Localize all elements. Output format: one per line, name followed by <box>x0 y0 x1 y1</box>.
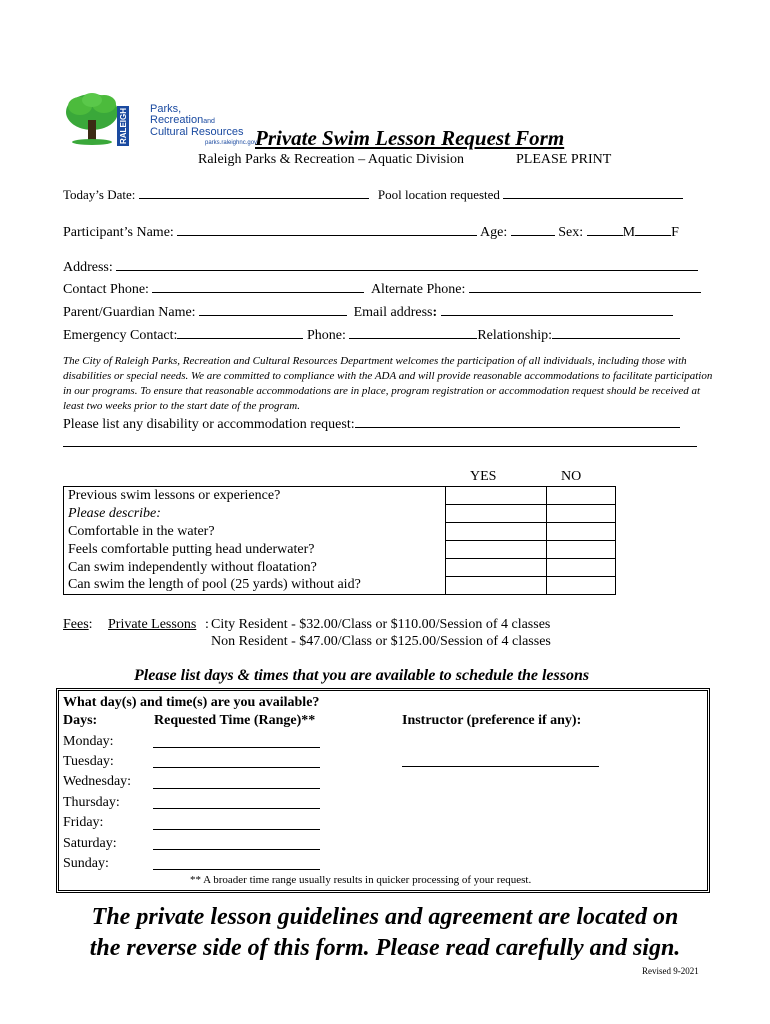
accommodation-field[interactable] <box>355 415 680 428</box>
day-label-sunday: Sunday: <box>63 856 109 871</box>
no-cell[interactable] <box>547 559 616 577</box>
instructor-header: Instructor (preference if any): <box>402 713 582 728</box>
email-label: Email address <box>353 305 433 320</box>
availability-heading: Please list days & times that you are available to schedule the lessons <box>134 667 590 684</box>
time-field-sunday[interactable] <box>153 869 320 870</box>
skill-question: Please describe: <box>64 505 446 523</box>
guidelines-notice-line1: The private lesson guidelines and agreement are located on <box>91 904 679 930</box>
sex-f-field[interactable] <box>635 223 671 236</box>
accommodation-row <box>63 415 680 433</box>
no-cell[interactable] <box>547 577 616 595</box>
address-field[interactable] <box>116 258 698 271</box>
pool-location-field[interactable] <box>503 186 683 199</box>
yes-header: YES <box>470 469 497 484</box>
emergency-contact-label: Emergency Contact: <box>63 328 178 343</box>
days-header: Days: <box>63 713 98 728</box>
time-field-saturday[interactable] <box>153 849 320 850</box>
logo-line1: Parks, <box>150 103 182 115</box>
emergency-contact-field[interactable] <box>177 326 303 339</box>
sex-label: Sex: <box>558 225 584 240</box>
table-row <box>64 577 616 595</box>
no-cell[interactable] <box>547 541 616 559</box>
logo-vertical-text: RALEIGH <box>119 108 128 144</box>
participant-name-field[interactable] <box>177 223 477 236</box>
email-colon: : <box>432 305 438 320</box>
no-cell[interactable] <box>547 487 616 505</box>
logo-url: parks.raleighnc.gov <box>205 140 258 146</box>
fees-label: Fees <box>63 617 89 632</box>
no-cell[interactable] <box>547 523 616 541</box>
skill-question: Comfortable in the water? <box>64 523 446 541</box>
table-row <box>64 487 616 505</box>
time-field-tuesday[interactable] <box>153 767 320 768</box>
alternate-phone-field[interactable] <box>469 280 701 293</box>
day-label-friday: Friday: <box>63 815 104 830</box>
sex-m-label: M <box>622 225 636 240</box>
colon-sep: : <box>205 617 209 632</box>
parent-guardian-label: Parent/Guardian Name: <box>63 305 196 320</box>
accommodation-label: Please list any disability or accommodation request: <box>63 417 355 432</box>
phone-label: Phone: <box>306 328 346 343</box>
yes-cell[interactable] <box>446 577 547 595</box>
day-label-monday: Monday: <box>63 734 114 749</box>
please-print-note: PLEASE PRINT <box>516 152 612 167</box>
skill-question: Can swim independently without floatation? <box>64 559 446 577</box>
date-pool-row <box>63 186 683 203</box>
todays-date-label: Today’s Date: <box>63 187 136 202</box>
fees-colon: : <box>88 617 93 632</box>
alternate-phone-label: Alternate Phone: <box>370 282 466 297</box>
logo-line2-main: Recreation <box>150 114 204 126</box>
guidelines-notice-line2: the reverse side of this form. Please read carefully and sign. <box>89 935 681 961</box>
participant-row <box>63 223 679 241</box>
time-field-thursday[interactable] <box>153 808 320 809</box>
form-title: Private Swim Lesson Request Form <box>255 126 565 150</box>
resident-fee: City Resident - $32.00/Class or $110.00/Session of 4 classes <box>211 617 551 632</box>
revision-date: Revised 9-2021 <box>642 966 699 976</box>
yes-cell[interactable] <box>446 487 547 505</box>
relationship-field[interactable] <box>552 326 680 339</box>
address-row <box>63 258 698 276</box>
yes-cell[interactable] <box>446 505 547 523</box>
logo-line2-small: and <box>203 118 215 125</box>
no-header: NO <box>561 469 582 484</box>
time-range-footnote: ** A broader time range usually results in quicker processing of your request. <box>190 874 532 886</box>
guardian-row <box>63 303 673 321</box>
day-label-thursday: Thursday: <box>63 795 120 810</box>
logo-text <box>150 104 244 138</box>
phone-row <box>63 280 701 298</box>
table-row <box>64 541 616 559</box>
phone-field[interactable] <box>349 326 477 339</box>
skills-table <box>63 486 616 595</box>
time-field-wednesday[interactable] <box>153 788 320 789</box>
skill-question: Feels comfortable putting head underwater? <box>64 541 446 559</box>
availability-question: What day(s) and time(s) are you available? <box>63 695 320 710</box>
address-label: Address: <box>63 260 113 275</box>
guidelines-notice <box>0 902 770 964</box>
participant-name-label: Participant’s Name: <box>63 225 174 240</box>
time-field-friday[interactable] <box>153 829 320 830</box>
contact-phone-label: Contact Phone: <box>63 282 149 297</box>
time-field-monday[interactable] <box>153 747 320 748</box>
table-row <box>64 505 616 523</box>
pool-location-label: Pool location requested <box>377 187 500 202</box>
age-field[interactable] <box>511 223 555 236</box>
skill-question: Can swim the length of pool (25 yards) without aid? <box>64 577 446 595</box>
time-header: Requested Time (Range)** <box>154 713 316 728</box>
yes-cell[interactable] <box>446 559 547 577</box>
contact-phone-field[interactable] <box>152 280 364 293</box>
non-resident-fee: Non Resident - $47.00/Class or $125.00/Session of 4 classes <box>211 634 551 649</box>
emergency-row <box>63 326 680 344</box>
yes-cell[interactable] <box>446 541 547 559</box>
form-subtitle: Raleigh Parks & Recreation – Aquatic Division <box>198 152 464 167</box>
day-label-tuesday: Tuesday: <box>63 754 114 769</box>
fees-label-wrap <box>63 617 93 633</box>
sex-m-field[interactable] <box>587 223 623 236</box>
instructor-field[interactable] <box>402 766 599 767</box>
todays-date-field[interactable] <box>139 186 369 199</box>
ada-statement: The City of Raleigh Parks, Recreation and Cultural Resources Department welcomes the participation of all individuals, including those with disabilities or special needs. We are committed to compliance with the ADA and will provide reasonable accommodations to facilitate participation in our programs. To ensure that reasonable accommodations are in place, program registration or accommodation request should be received at least two weeks prior to the start date of the program. <box>63 355 713 412</box>
age-label: Age: <box>480 225 508 240</box>
table-row <box>64 523 616 541</box>
day-label-saturday: Saturday: <box>63 836 117 851</box>
logo-line3: Cultural Resources <box>150 126 244 138</box>
sex-f-label: F <box>671 225 679 240</box>
yes-cell[interactable] <box>446 523 547 541</box>
email-field[interactable] <box>441 303 673 316</box>
table-row <box>64 559 616 577</box>
day-label-wednesday: Wednesday: <box>63 774 132 789</box>
accommodation-field-line2[interactable] <box>63 446 697 447</box>
relationship-label: Relationship: <box>477 328 552 343</box>
private-lessons-label: Private Lessons <box>108 617 197 632</box>
no-cell[interactable] <box>547 505 616 523</box>
parent-guardian-field[interactable] <box>199 303 347 316</box>
skill-question: Previous swim lessons or experience? <box>64 487 446 505</box>
